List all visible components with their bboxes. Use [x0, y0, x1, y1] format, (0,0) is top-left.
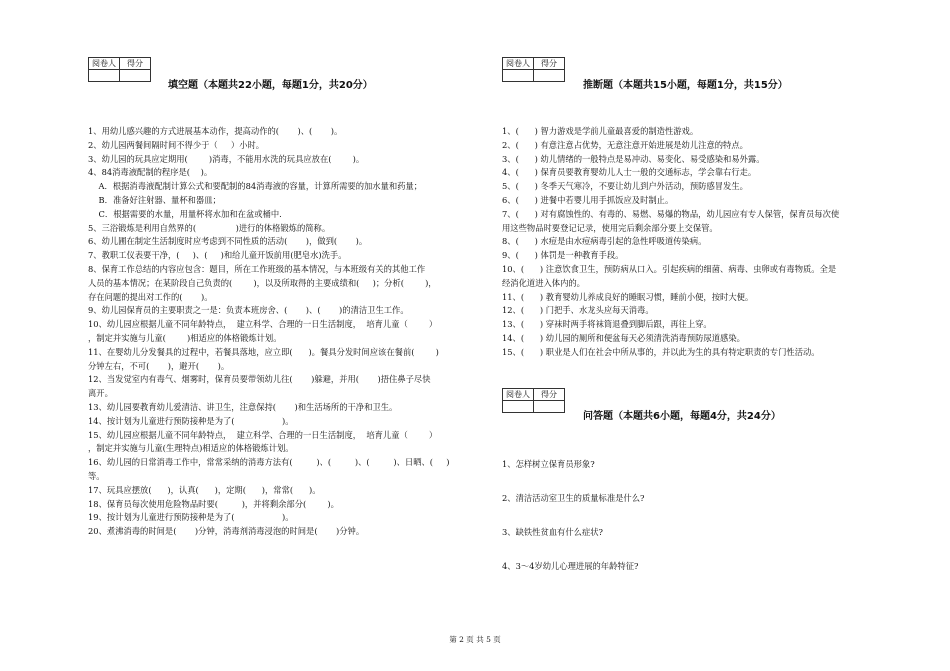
- fill-question-line: 离开。: [88, 388, 113, 399]
- fill-question-line: 20、煮沸消毒的时间是( )分钟，消毒剂消毒浸泡的时间是( )分钟。: [88, 526, 365, 537]
- judge-question-line: 8、( ) 水痘是由水痘病毒引起的急性呼吸道传染病。: [502, 236, 707, 247]
- judge-question-line: 1、( ) 智力游戏是学前儿童最喜爱的制造性游戏。: [502, 126, 699, 136]
- fill-question-line: 1、用幼儿感兴趣的方式进展基本动作，提高动作的( )、( )。: [88, 126, 343, 136]
- qa-question-line: 2、清洁活动室卫生的质量标准是什么?: [502, 493, 645, 503]
- fill-question-line: 14、按计划为儿童进行预防接种是为了( )。: [88, 415, 294, 426]
- fill-question-line: 等。: [88, 470, 105, 481]
- qa-question-line: 1、怎样树立保育员形象?: [502, 459, 595, 469]
- section-title-fill: 填空题（本题共22小题，每题1分，共20分）: [168, 80, 373, 91]
- section-title-judge: 推断题（本题共15小题，每题1分，共15分）: [583, 80, 788, 91]
- fill-question-line: B．准备好注射器、量杯和器皿；: [88, 194, 221, 205]
- score-box-fill: [88, 57, 151, 82]
- page-footer: 第 2 页 共 5 页: [449, 635, 501, 644]
- judge-question-line: 7、( ) 对有腐蚀性的、有毒的、易燃、易爆的物品，幼儿园应有专人保管，保育员每次使: [502, 208, 840, 219]
- score-box-qa: [502, 388, 565, 413]
- judge-question-line: 13、( ) 穿袜时两手将袜筒退叠到脚后跟，再往上穿。: [502, 319, 712, 330]
- score-box-grader-cell[interactable]: [89, 70, 120, 82]
- score-box-score-cell[interactable]: [120, 70, 151, 82]
- judge-question-line: 15、( ) 职业是人们在社会中所从事的，并以此为生的具有特定职责的专门性活动。: [502, 346, 820, 357]
- fill-question-line: ，制定并实施与儿童(生理特点)相适应的体格锻炼计划。: [88, 443, 294, 454]
- judge-question-line: 5、( ) 冬季天气寒冷，不要让幼儿到户外活动，预防感冒发生。: [502, 181, 748, 192]
- fill-question-line: 10、幼儿园应根据儿童不同年龄特点， 建立科学、合理的一日生活制度， 培育儿童（ ）: [88, 319, 438, 330]
- score-box-grader-label: 阅卷人: [503, 389, 534, 401]
- score-box-score-label: 得分: [534, 58, 565, 70]
- fill-question-line: 19、按计划为儿童进行预防接种是为了( )。: [88, 512, 294, 523]
- fill-question-line: 分钟左右，不可( )，避开( )。: [88, 360, 230, 371]
- fill-question-line: ，制定并实施与儿童( )相适应的体格锻炼计划。: [88, 332, 282, 343]
- score-box-score-label: 得分: [534, 389, 565, 401]
- judge-question-line: 经消化道进入体内的。: [502, 277, 585, 288]
- fill-question-line: 存在问题的提出对工作的( )。: [88, 291, 213, 302]
- fill-question-line: 13、幼儿园要教育幼儿爱清洁、讲卫生，注意保持( )和生活场所的干净和卫生。: [88, 401, 398, 412]
- judge-question-line: 11、( ) 教育婴幼儿养成良好的睡眠习惯，睡前小便，按时大便。: [502, 291, 754, 302]
- judge-question-line: 6、( ) 进餐中若婴儿用手抓饭应及时制止。: [502, 194, 674, 205]
- qa-question-list: [502, 458, 922, 594]
- score-box-grader-cell[interactable]: [503, 401, 534, 413]
- fill-question-line: 16、幼儿园的日常消毒工作中，常常采纳的消毒方法有( )、( )、( )、日晒、( ): [88, 457, 450, 468]
- score-box-grader-cell[interactable]: [503, 70, 534, 82]
- judge-question-line: 用这些物品时要登记记录，使用完后剩余部分要上交保管。: [502, 222, 718, 233]
- judge-question-list: [502, 125, 922, 360]
- judge-question-line: 4、( ) 保育员要教育婴幼儿人士一般的交通标志，学会靠右行走。: [502, 167, 757, 178]
- score-box-judge: [502, 57, 565, 82]
- fill-question-line: 17、玩具应摆放( )，认真( )，定期( )，常常( )。: [88, 484, 321, 495]
- score-box-score-cell[interactable]: [534, 401, 565, 413]
- judge-question-line: 12、( ) 门把手、水龙头应每天消毒。: [502, 305, 654, 316]
- qa-question-line: 3、缺铁性贫血有什么症状?: [502, 527, 603, 537]
- fill-question-line: 11、在婴幼儿分发餐具的过程中，若餐具落地，应立即( )。餐具分发时间应该在餐前( ): [88, 346, 439, 357]
- judge-question-line: 3、( ) 幼儿情绪的一般特点是易冲动、易变化、易受感染和易外露。: [502, 153, 765, 164]
- fill-question-line: 2、幼儿园两餐间隔时间不得少于（ ）小时。: [88, 139, 265, 150]
- section-title-qa: 问答题（本题共6小题，每题4分，共24分）: [583, 411, 781, 422]
- fill-question-line: 15、幼儿园应根据儿童不同年龄特点， 建立科学、合理的一日生活制度， 培育儿童（ ）: [88, 429, 438, 440]
- judge-question-line: 10、( ) 注意饮食卫生，预防病从口入。引起疾病的细菌、病毒、虫卵或有毒物质。全是: [502, 263, 837, 274]
- qa-question-line: 4、3～4岁幼儿心理进展的年龄特征?: [502, 561, 639, 571]
- judge-question-line: 2、( ) 有意注意占优势，无意注意开始进展是幼儿注意的特点。: [502, 139, 748, 150]
- score-box-score-cell[interactable]: [534, 70, 565, 82]
- fill-question-line: C．根据需要的水量，用量杯将水加和在盆或桶中.: [88, 208, 282, 219]
- judge-question-line: 9、( ) 体罚是一种教育手段。: [502, 250, 624, 261]
- fill-question-line: 18、保育员每次使用危险物品时要( )，并将剩余部分( )。: [88, 498, 339, 509]
- fill-question-line: 3、幼儿园的玩具应定期用( )消毒，不能用水洗的玩具应放在( )。: [88, 153, 365, 164]
- judge-question-line: 14、( ) 幼儿园的厕所和便盆每天必须清洗消毒预防尿道感染。: [502, 332, 745, 343]
- score-box-grader-label: 阅卷人: [89, 58, 120, 70]
- fill-question-line: 5、三浴锻炼是利用自然界的( )进行的体格锻炼的简称。: [88, 222, 331, 233]
- fill-question-line: 7、教职工仪表要干净，( )、( )和给儿童开饭前用(肥皂水)洗手。: [88, 250, 347, 261]
- fill-question-line: 人员的基本情况；在某阶段自己负责的( )，以及所取得的主要成绩和( )；分析( )，: [88, 277, 437, 288]
- fill-question-line: 12、当发觉室内有毒气、烟雾时，保育员要带领幼儿往( )躲避，并用( )捂住鼻子尽快: [88, 374, 431, 385]
- fill-question-line: 8、保育工作总结的内容应包含：题目，所在工作班级的基本情况，与本班级有关的其他工作: [88, 263, 426, 274]
- fill-question-line: 4、84消毒液配制的程序是( )。: [88, 167, 213, 178]
- fill-question-line: A．根据消毒液配制计算公式和要配制的84消毒液的容量，计算所需要的加水量和药量；: [88, 181, 423, 192]
- fill-question-list: [88, 125, 508, 539]
- score-box-score-label: 得分: [120, 58, 151, 70]
- fill-question-line: 9、幼儿园保育员的主要职责之一是：负责本班房舍、( )、( )的清洁卫生工作。: [88, 305, 409, 316]
- score-box-grader-label: 阅卷人: [503, 58, 534, 70]
- fill-question-line: 6、幼儿圃在制定生活制度时应考虑到不同性质的活动( )，做到( )。: [88, 236, 368, 247]
